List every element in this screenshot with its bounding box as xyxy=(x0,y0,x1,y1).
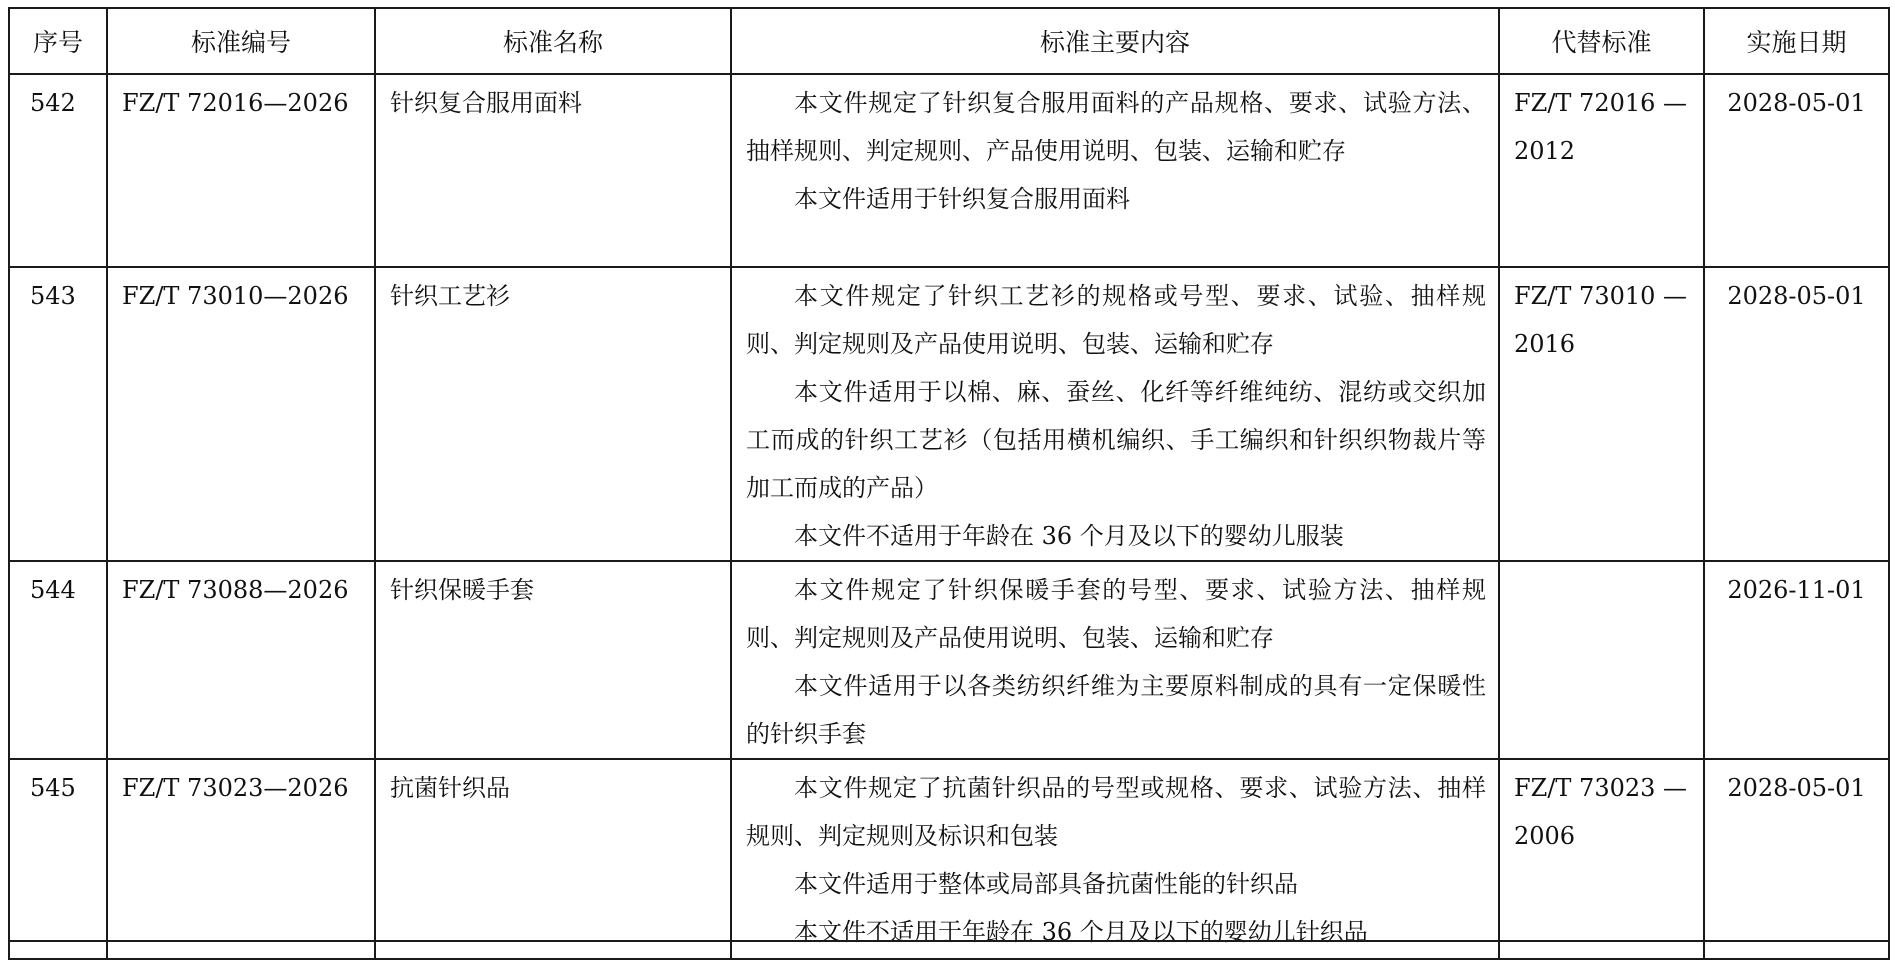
row-number: 545 xyxy=(9,759,107,959)
content-paragraph: 本文件适用于以各类纺织纤维为主要原料制成的具有一定保暖性的针织手套 xyxy=(746,672,1486,748)
standard-name: 针织保暖手套 xyxy=(375,561,731,759)
table-row xyxy=(9,759,1889,959)
replaced-standard: FZ/T 73023 — 2006 xyxy=(1499,759,1704,959)
standard-name: 针织工艺衫 xyxy=(375,267,731,561)
standard-code: FZ/T 73010—2026 xyxy=(107,267,375,561)
content-paragraph: 本文件适用于以棉、麻、蚕丝、化纤等纤维纯纺、混纺或交织加工而成的针织工艺衫（包括用横机编织、手工编织和针织织物裁片等加工而成的产品） xyxy=(746,378,1486,502)
standard-code: FZ/T 73023—2026 xyxy=(107,759,375,959)
content-paragraph: 本文件不适用于年龄在 36 个月及以下的婴幼儿针织品 xyxy=(794,918,1368,946)
content-paragraph: 本文件规定了抗菌针织品的号型或规格、要求、试验方法、抽样规则、判定规则及标识和包装 xyxy=(746,774,1486,850)
effective-date: 2026-11-01 xyxy=(1704,561,1889,759)
standard-content xyxy=(731,74,1499,267)
effective-date: 2028-05-01 xyxy=(1704,267,1889,561)
header-date: 实施日期 xyxy=(1704,8,1889,74)
content-paragraph: 本文件适用于整体或局部具备抗菌性能的针织品 xyxy=(794,870,1298,898)
header-content: 标准主要内容 xyxy=(731,8,1499,74)
standard-content xyxy=(731,561,1499,759)
effective-date: 2028-05-01 xyxy=(1704,74,1889,267)
standard-content xyxy=(731,759,1499,959)
standard-name: 针织复合服用面料 xyxy=(375,74,731,267)
standard-code: FZ/T 72016—2026 xyxy=(107,74,375,267)
replaced-standard: FZ/T 72016 — 2012 xyxy=(1499,74,1704,267)
table-row xyxy=(9,74,1889,267)
table-row xyxy=(9,561,1889,759)
content-paragraph: 本文件规定了针织工艺衫的规格或号型、要求、试验、抽样规则、判定规则及产品使用说明、包装、运输和贮存 xyxy=(746,282,1486,358)
table-header-row xyxy=(9,8,1889,74)
row-number: 544 xyxy=(9,561,107,759)
replaced-standard xyxy=(1499,561,1704,759)
content-paragraph: 本文件规定了针织复合服用面料的产品规格、要求、试验方法、抽样规则、判定规则、产品使用说明、包装、运输和贮存 xyxy=(746,89,1486,165)
content-paragraph: 本文件规定了针织保暖手套的号型、要求、试验方法、抽样规则、判定规则及产品使用说明、包装、运输和贮存 xyxy=(746,576,1486,652)
effective-date: 2028-05-01 xyxy=(1704,759,1889,959)
content-paragraph: 本文件适用于针织复合服用面料 xyxy=(794,185,1130,213)
header-replaces: 代替标准 xyxy=(1499,8,1704,74)
table-continuation-border xyxy=(8,940,1888,942)
table-row xyxy=(9,267,1889,561)
row-number: 542 xyxy=(9,74,107,267)
header-code: 标准编号 xyxy=(107,8,375,74)
standard-code: FZ/T 73088—2026 xyxy=(107,561,375,759)
row-number: 543 xyxy=(9,267,107,561)
standard-name: 抗菌针织品 xyxy=(375,759,731,959)
header-no: 序号 xyxy=(9,8,107,74)
replaced-standard: FZ/T 73010 — 2016 xyxy=(1499,267,1704,561)
content-paragraph: 本文件不适用于年龄在 36 个月及以下的婴幼儿服装 xyxy=(794,522,1344,550)
header-name: 标准名称 xyxy=(375,8,731,74)
standard-content xyxy=(731,267,1499,561)
standards-table xyxy=(8,7,1890,960)
